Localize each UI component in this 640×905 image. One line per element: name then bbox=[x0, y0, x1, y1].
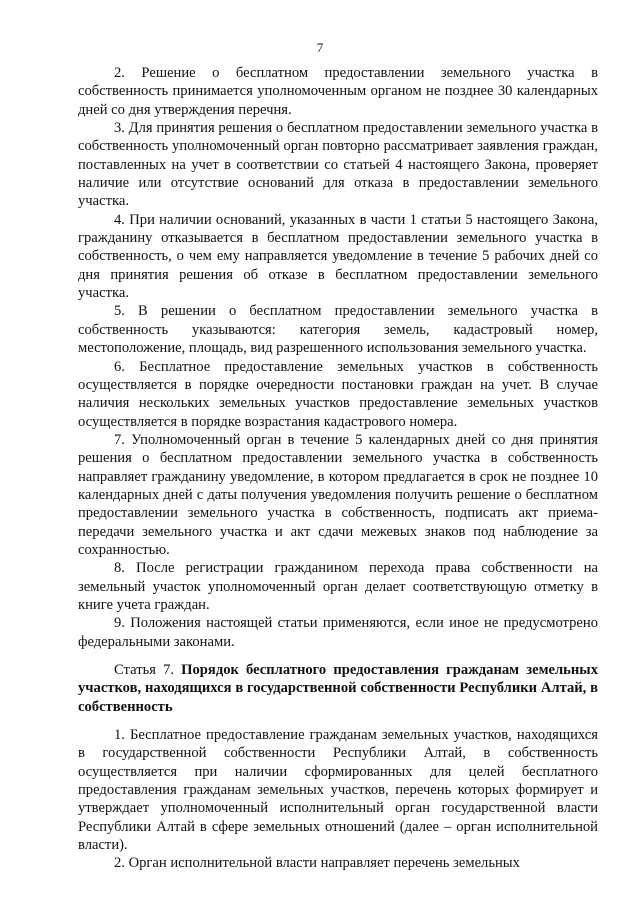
paragraph-3: 3. Для принятия решения о бесплатном предоставлении земельного участка в собственность уполномоченный орган повторно рассматривает заявления граждан, поставленных на учет в соответствии со статьей 4 настоящего Закона, проверяет наличие или отсутствие оснований для отказа в предоставлении земельного участка. bbox=[78, 120, 598, 210]
article-7-paragraph-1: 1. Бесплатное предоставление гражданам земельных участков, находящихся в государственной собственности Республики Алтай, в собственность осуществляется при наличии сформированных для целей бесплатного предоставления гражданам земельных участков, перечень которых формирует и утверждает уполномоченный исполнительный орган государственной власти Республики Алтай в сфере земельных отношений (далее – орган исполнительной власти). bbox=[78, 727, 598, 854]
paragraph-8: 8. После регистрации гражданином перехода права собственности на земельный участок уполномоченный орган делает соответствующую отметку в книге учета граждан. bbox=[78, 560, 598, 613]
paragraph-9: 9. Положения настоящей статьи применяются, если иное не предусмотрено федеральными законами. bbox=[78, 615, 598, 650]
paragraph-6: 6. Бесплатное предоставление земельных участков в собственность осуществляется в порядке очередности постановки граждан на учет. В случае наличия нескольких земельных участков предоставление земельных участков осуществляется в порядке возрастания кадастрового номера. bbox=[78, 358, 598, 430]
page-number: 7 bbox=[316, 40, 324, 55]
paragraph-4: 4. При наличии оснований, указанных в части 1 статьи 5 настоящего Закона, гражданину отказывается в бесплатном предоставлении земельного участка в собственность, о чем ему направляется уведомление в течение 5 рабочих дней со дня принятия решения об отказе в бесплатном предоставлении земельного участка. bbox=[78, 211, 598, 302]
paragraph-5: 5. В решении о бесплатном предоставлении земельного участка в собственность указываются: категория земель, кадастровый номер, местоположение, площадь, вид разрешенного использования земельного участка. bbox=[78, 303, 598, 357]
document-body bbox=[78, 64, 598, 873]
article-7-heading bbox=[78, 661, 598, 716]
paragraph-7: 7. Уполномоченный орган в течение 5 календарных дней со дня принятия решения о бесплатном предоставлении земельного участка в собственность направляет гражданину уведомление, в котором предлагается в срок не позднее 10 календарных дней с даты получения уведомления получить решение о бесплатном предоставлении земельного участка в собственность, подписать акт приема-передачи земельного участка и акт сдачи межевых знаков под наблюдение за сохранностью. bbox=[78, 431, 598, 558]
article-7-paragraph-2: 2. Орган исполнительной власти направляет перечень земельных bbox=[114, 855, 520, 872]
article-prefix: Статья 7. bbox=[114, 662, 175, 678]
paragraph-2: 2. Решение о бесплатном предоставлении земельного участка в собственность принимается уполномоченным органом не позднее 30 календарных дней со дня утверждения перечня. bbox=[78, 65, 598, 118]
article-title: Порядок бесплатного предоставления гражданам земельных участков, находящихся в государственной собственности Республики Алтай, в собственность bbox=[78, 662, 598, 715]
